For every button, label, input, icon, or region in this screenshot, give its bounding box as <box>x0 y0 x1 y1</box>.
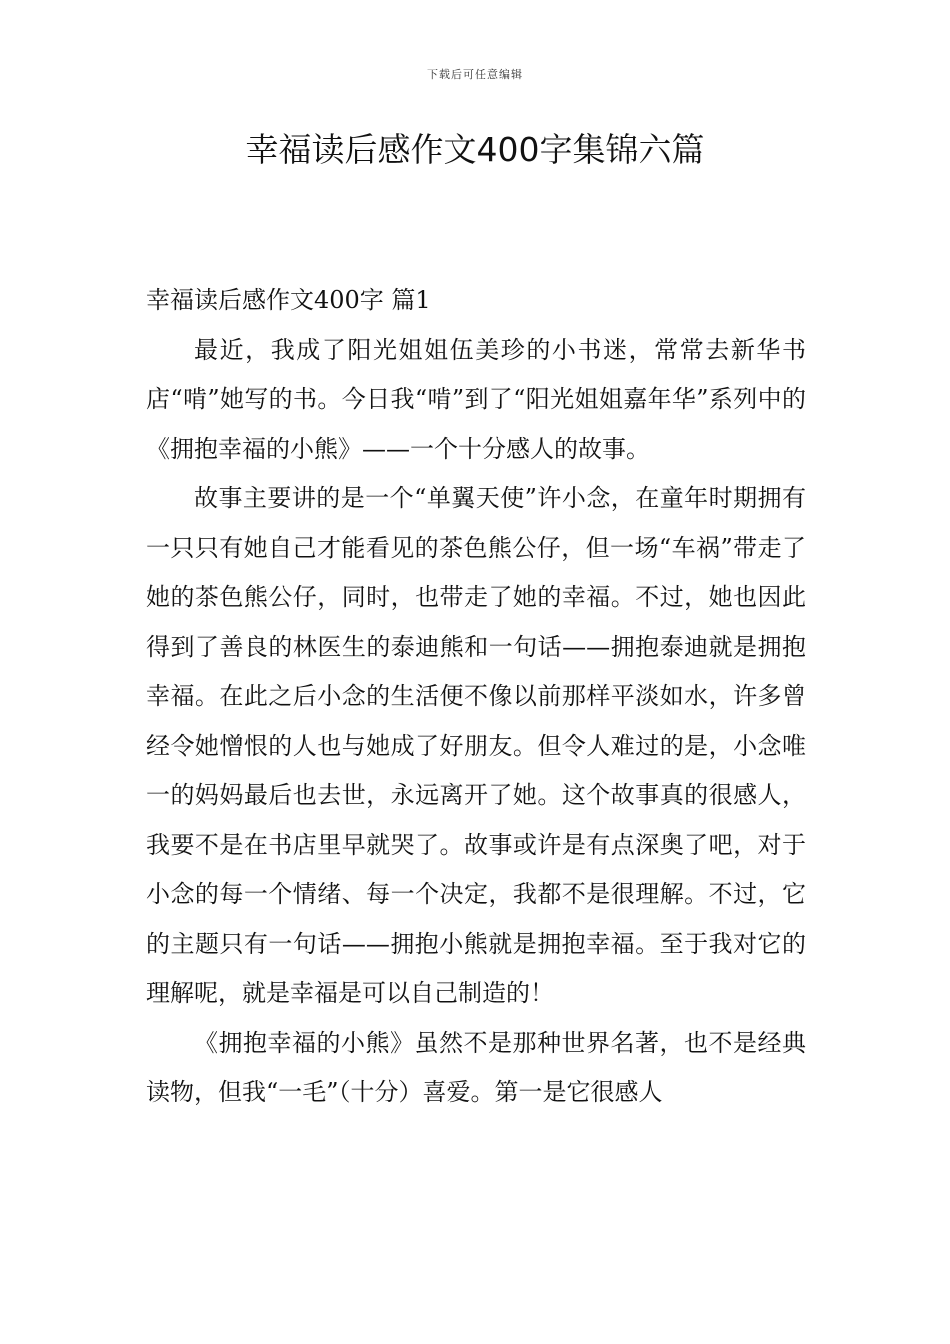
paragraph-3: 《拥抱幸福的小熊》虽然不是那种世界名著，也不是经典读物，但我“一毛”（十分）喜爱。第一是它很感人 <box>146 1028 806 1106</box>
section-heading: 幸福读后感作文400字 篇1 <box>146 286 431 314</box>
paragraph-1: 最近，我成了阳光姐姐伍美珍的小书迷，常常去新华书店“啃”她写的书。今日我“啃”到了“阳光姐姐嘉年华”系列中的《拥抱幸福的小熊》——一个十分感人的故事。 <box>146 335 806 463</box>
document-body <box>146 276 806 1118</box>
paragraph-2: 故事主要讲的是一个“单翼天使”许小念，在童年时期拥有一只只有她自己才能看见的茶色熊公仔，但一场“车祸”带走了她的茶色熊公仔，同时，也带走了她的幸福。不过，她也因此得到了善良的林医生的泰迪熊和一句话——拥抱泰迪就是拥抱幸福。在此之后小念的生活便不像以前那样平淡如水，许多曾经令她憎恨的人也与她成了好朋友。但令人难过的是，小念唯一的妈妈最后也去世，永远离开了她。这个故事真的很感人，我要不是在书店里早就哭了。故事或许是有点深奥了吧，对于小念的每一个情绪、每一个决定，我都不是很理解。不过，它的主题只有一句话——拥抱小熊就是拥抱幸福。至于我对它的理解呢，就是幸福是可以自己制造的！ <box>146 484 806 1007</box>
header-note: 下载后可任意编辑 <box>427 68 523 81</box>
document-title: 幸福读后感作文400字集锦六篇 <box>245 130 705 169</box>
